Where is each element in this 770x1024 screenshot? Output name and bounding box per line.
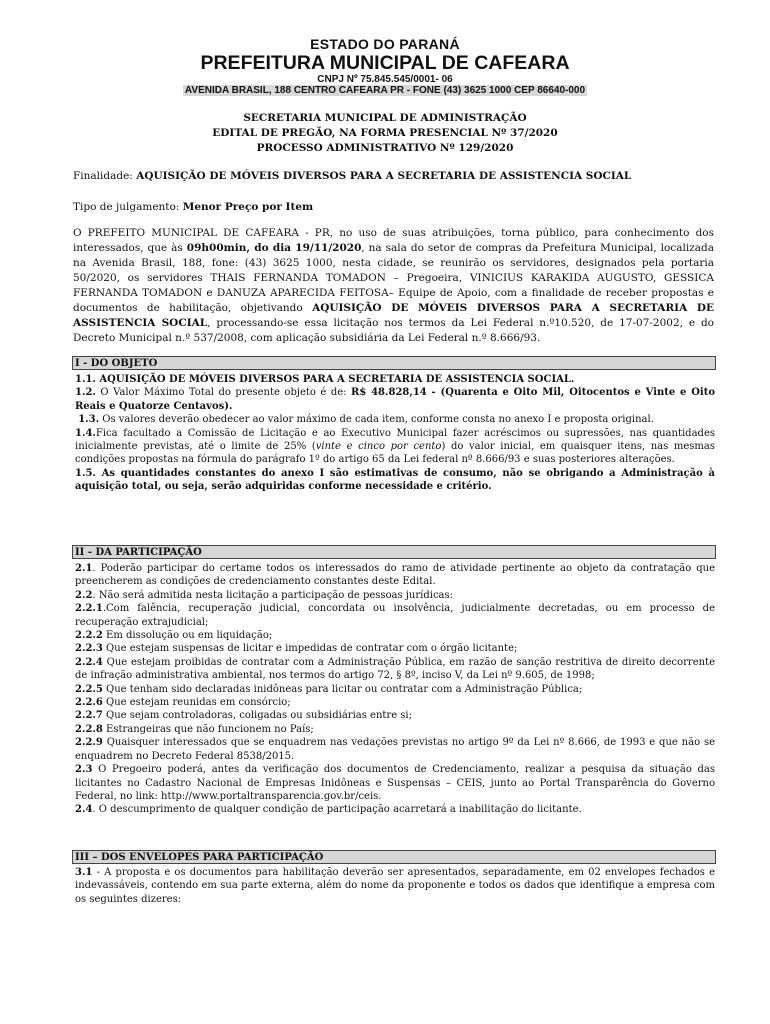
item-2-2-4 <box>75 656 715 683</box>
item-1-2-value: R$ 48.828,14 - (Quarenta e Oito Mil, Oitocentos e Vinte e Oito Reais e Quatorze Centavos). <box>75 387 716 412</box>
item-2-2-2 <box>75 629 715 642</box>
section-2-body <box>75 562 715 817</box>
finalidade-label: Finalidade: <box>73 170 137 182</box>
item-3-1-text: - A proposta e os documentos para habilitação deverão ser apresentados, separadamente, em 02 envelopes fechados e indevassáveis, contendo em sua parte externa, além do nome da proponente e todos os dados que identifique a empresa com os seguintes dizeres: <box>75 867 715 905</box>
item-2-2 <box>75 589 715 602</box>
processo-title: PROCESSO ADMINISTRATIVO Nº 129/2020 <box>256 142 514 154</box>
item-1-2-text: O Valor Máximo Total do presente objeto é de: <box>95 387 352 399</box>
item-1-1-text: 1.1. AQUISIÇÃO DE MÓVEIS DIVERSOS PARA A SECRETARIA DE ASSISTENCIA SOCIAL. <box>75 374 575 385</box>
item-2-2-8 <box>75 723 715 736</box>
item-1-2 <box>75 386 715 413</box>
item-1-4-italic: vinte e cinco por cento <box>315 441 442 453</box>
item-text: Que estejam reunidas em consórcio; <box>102 697 291 709</box>
item-text: . Não será admitida nesta licitação a participação de pessoas jurídicas: <box>92 589 454 601</box>
item-3-1 <box>75 866 715 906</box>
item-2-2-6 <box>75 696 715 709</box>
edital-title: EDITAL DE PREGÃO, NA FORMA PRESENCIAL Nº 37/2020 <box>212 127 558 139</box>
item-text: Estrangeiras que não funcionem no País; <box>102 723 314 735</box>
item-2-2-9 <box>75 736 715 763</box>
intro-object: AQUISIÇÃO DE MÓVEIS DIVERSOS PARA A SECRETARIA DE ASSISTENCIA SOCIAL <box>73 302 714 329</box>
item-text: Quaisquer interessados que se enquadrem nas vedações previstas no artigo 9º da Lei nº 8.666, de 1993 e que não se enquadrem no Decreto Federal 8538/2015. <box>75 737 715 762</box>
item-text: Em dissolução ou em liquidação; <box>102 630 273 642</box>
intro-paragraph <box>73 226 714 346</box>
state-name: ESTADO DO PARANÁ <box>310 36 460 52</box>
intro-time: 09h00min, do dia 19/11/2020 <box>186 242 362 254</box>
tipo-julgamento-line <box>73 201 714 213</box>
item-2-2-7 <box>75 709 715 722</box>
item-num: 2.2.2 <box>75 630 103 642</box>
item-1-1 <box>75 373 715 386</box>
item-text: Que estejam suspensas de licitar e impedidas de contratar com o órgão licitante; <box>102 643 518 655</box>
item-num: 2.2 <box>75 589 93 601</box>
item-num: 2.1 <box>75 563 93 574</box>
item-1-2-num: 1.2. <box>75 387 96 399</box>
item-2-2-5 <box>75 683 715 696</box>
item-1-3-text: Os valores deverão obedecer ao valor máximo de cada item, conforme consta no anexo I e proposta original. <box>99 414 654 426</box>
item-1-4-num: 1.4. <box>75 427 96 439</box>
item-2-2-3 <box>75 642 715 655</box>
intro-text-2: , na sala do setor de compras da Prefeitura Municipal, localizada na Avenida Brasil, 188, fone: (43) 3625 1000, nesta cidade, se reunirão os servidores, designados pela portaria 50/2020, os servidores THAIS FERNANDA TOMADON – Pregoeira, VINICIUS KARAKIDA AUGUSTO, GESSICA FERNANDA TOMADON e DANUZA APARECIDA FEITOSA– Equipe de Apoio, com a finalidade de receber propostas e documentos de habilitação, objetivando <box>73 242 714 314</box>
item-1-4-text-b: ) do valor inicial, em quaisquer itens, nas mesmas condições propostas na fórmula do parágrafo 1º do artigo 65 da Lei federal nº 8.666/93 e suas posteriores alterações. <box>75 441 715 466</box>
item-text: . Poderão participar do certame todos os interessados do ramo de atividade pertinente ao objeto da contratação que preencherem as condições de credenciamento constantes deste Edital. <box>75 563 715 588</box>
item-1-3 <box>75 413 715 426</box>
item-3-1-num: 3.1 <box>75 867 93 878</box>
item-2-2-1 <box>75 602 715 629</box>
item-num: 2.2.5 <box>75 683 103 695</box>
section-3-header: III – DOS ENVELOPES PARA PARTICIPAÇÃO <box>72 850 716 864</box>
item-text: Que estejam proibidas de contratar com a Administração Pública, em razão de sanção restritiva de direito decorrente de infração administrativa ambiental, nos termos do artigo 72, § 8º, inciso V, da Lei nº 9.605, de 1998; <box>75 656 715 682</box>
finalidade-line <box>73 170 714 182</box>
item-num: 2.2.8 <box>75 723 103 735</box>
municipality-name: PREFEITURA MUNICIPAL DE CAFEARA <box>200 52 570 74</box>
tipo-label: Tipo de julgamento: <box>73 201 183 213</box>
item-text: Que tenham sido declaradas inidôneas para licitar ou contratar com a Administração Pública; <box>102 683 583 695</box>
address-line <box>0 85 770 96</box>
section-1-body <box>75 373 715 494</box>
tipo-value: Menor Preço por Item <box>182 201 314 213</box>
item-num: 2.4 <box>75 804 93 816</box>
item-text: .Com falência, recuperação judicial, concordata ou insolvência, judicialmente decretadas, ou em processo de recuperação extrajudicial; <box>75 603 715 628</box>
item-1-5 <box>75 467 715 494</box>
item-text: Que sejam controladoras, coligadas ou subsidiárias entre si; <box>102 710 412 722</box>
item-1-4 <box>75 427 715 467</box>
item-text: O Pregoeiro poderá, antes da verificação dos documentos de Credenciamento, realizar a pesquisa da situação das licitantes no Cadastro Nacional de Empresas Inidôneas e Suspensas – CEIS, junto ao Portal Transparência do Governo Federal, no link: http://www.portaltransparencia.gov.br/ceis. <box>75 764 715 802</box>
section-2-header: II - DA PARTICIPAÇÃO <box>72 545 716 559</box>
item-text: . O descumprimento de qualquer condição de participação acarretará a inabilitação do licitante. <box>92 804 582 816</box>
item-num: 2.2.3 <box>75 643 103 655</box>
intro-text-3: , processando-se essa licitação nos termos da Lei Federal n.º10.520, de 17-07-2002, e do Decreto Municipal n.º 537/2008, com aplicação subsidiária da Lei Federal n.º 8.666/93. <box>73 317 715 344</box>
item-num: 2.2.4 <box>75 656 103 668</box>
section-1-header: I - DO OBJETO <box>72 356 716 370</box>
item-num: 2.2.1 <box>75 603 103 615</box>
item-1-3-num: 1.3. <box>78 414 100 426</box>
cnpj-line: CNPJ Nº 75.845.545/0001- 06 <box>317 74 453 85</box>
item-num: 2.2.7 <box>75 710 103 722</box>
finalidade-value: AQUISIÇÃO DE MÓVEIS DIVERSOS PARA A SECRETARIA DE ASSISTENCIA SOCIAL <box>136 170 632 182</box>
item-2-1 <box>75 562 715 589</box>
item-1-4-text-a: Fica facultado a Comissão de Licitação e ao Executivo Municipal fazer acréscimos ou supressões, nas quantidades inicialmente previstas, até o limite de 25% ( <box>75 427 715 453</box>
item-num: 2.3 <box>75 764 93 776</box>
item-1-5-text: 1.5. As quantidades constantes do anexo I são estimativas de consumo, não se obrigando a Administração à aquisição total, ou seja, serão adquiridas conforme necessidade e critério. <box>75 467 715 493</box>
secretariat-title: SECRETARIA MUNICIPAL DE ADMINISTRAÇÃO <box>243 112 527 124</box>
item-2-4 <box>75 803 715 816</box>
section-3-body <box>75 866 715 906</box>
item-num: 2.2.6 <box>75 697 103 709</box>
intro-text-1: O PREFEITO MUNICIPAL DE CAFEARA - PR, no uso de suas atribuições, torna público, para conhecimento dos interessados, que às <box>73 227 714 254</box>
item-2-3 <box>75 763 715 803</box>
address-text: AVENIDA BRASIL, 188 CENTRO CAFEARA PR - FONE (43) 3625 1000 CEP 86640-000 <box>184 85 586 96</box>
item-num: 2.2.9 <box>75 737 103 749</box>
